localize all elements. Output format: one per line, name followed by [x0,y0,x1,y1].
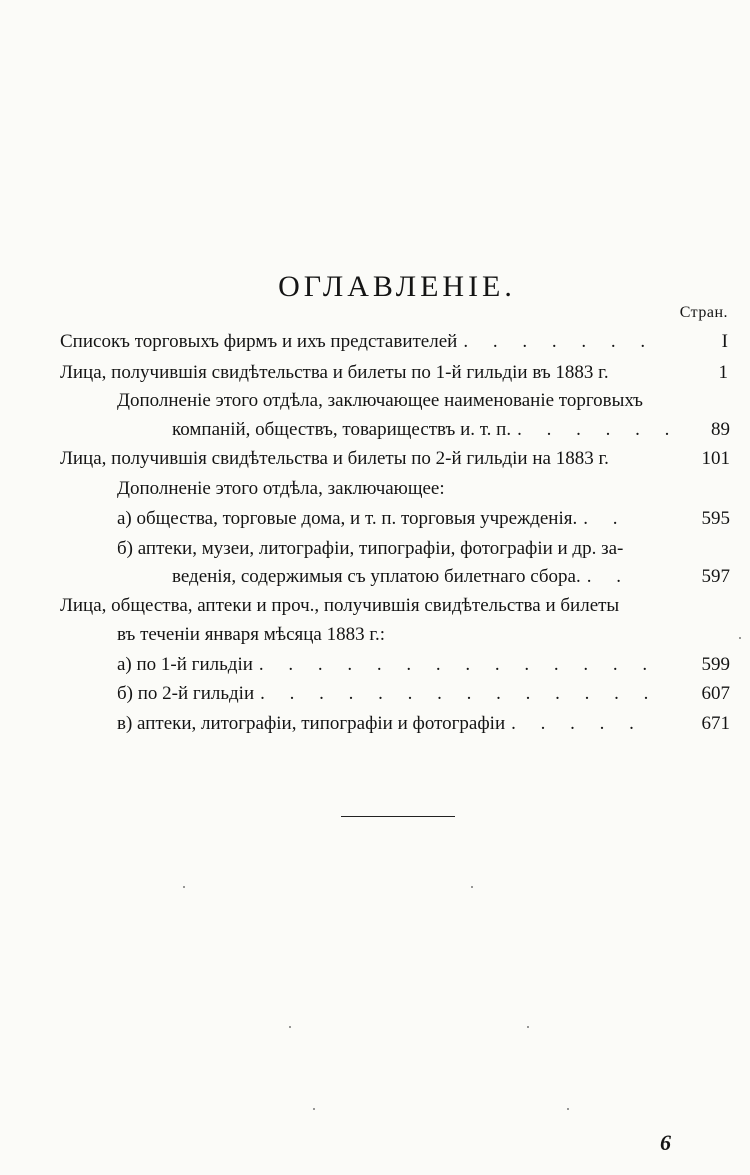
toc-leader-dots [609,448,615,469]
toc-entry [117,477,451,501]
toc-leader-dots [385,624,391,645]
toc-page-number: 89 [711,419,730,440]
toc-leader-dots: . . . . . . [517,419,680,440]
toc-entry-text: Списокъ торговыхъ фирмъ и ихъ представителей [60,331,458,352]
toc-page-number: 671 [701,713,730,734]
toc-entry-text: в) аптеки, литографіи, типографіи и фотографіи [117,713,506,734]
toc-entry-text: въ теченіи января мѣсяца 1883 г.: [117,624,386,645]
toc-entry-text: компаній, обществъ, товариществъ и. т. п. [172,419,512,440]
toc-entry-text: Дополненіе этого отдѣла, заключающее: [117,478,445,499]
scan-speck [739,637,741,639]
toc-entry-text: Дополненіе этого отдѣла, заключающее наименованіе торговыхъ [117,390,644,411]
toc-entry-text: Лица, общества, аптеки и проч., получившія свидѣтельства и билеты [60,595,620,616]
toc-entry-text: б) аптеки, музеи, литографіи, типографіи, фотографіи и др. за- [117,538,624,559]
toc-page-number: I [721,331,728,352]
closing-rule-divider [341,816,455,817]
toc-entry [172,418,679,442]
toc-leader-dots: . . . . . [511,713,644,734]
toc-leader-dots: . . . . . . . . . . . . . . [258,654,658,675]
toc-leader-dots: . . [583,508,628,529]
scan-speck [183,886,185,888]
toc-page-number: 597 [701,566,730,587]
toc-entry [60,447,615,471]
toc-page-number: 1 [718,362,728,383]
scan-speck [313,1108,315,1110]
toc-entry [117,623,391,647]
signature-mark: 6 [660,1130,671,1155]
toc-entry [117,682,658,706]
toc-leader-dots [445,478,451,499]
toc-entry [117,653,657,677]
scan-speck [289,1026,291,1028]
toc-page-number: 595 [701,508,730,529]
toc-entry [117,712,644,736]
toc-entry-text: Лица, получившія свидѣтельства и билеты по 1-й гильдіи въ 1883 г. [60,362,609,383]
page-column-header: Стран. [679,304,728,321]
toc-page-number: 101 [701,448,730,469]
toc-entry [172,565,631,589]
toc-page-number: 607 [701,683,730,704]
toc-entry [117,389,649,413]
page-title: ОГЛАВЛЕНІЕ. [278,270,516,303]
toc-leader-dots [619,595,625,616]
toc-leader-dots: . . [586,566,631,587]
toc-entry-text: б) по 2-й гильдіи [117,683,255,704]
toc-entry-text: веденія, содержимыя съ уплатою билетнаго сбора. [172,566,581,587]
toc-leader-dots [609,362,615,383]
toc-leader-dots: . . . . . . . [463,331,656,352]
toc-entry [60,330,655,354]
toc-page-number: 599 [701,654,730,675]
toc-entry [117,537,629,561]
scan-speck [471,886,473,888]
toc-entry [60,594,625,618]
toc-leader-dots [643,390,649,411]
scan-speck [527,1026,529,1028]
toc-leader-dots: . . . . . . . . . . . . . . [260,683,659,704]
toc-entry-text: Лица, получившія свидѣтельства и билеты по 2-й гильдіи на 1883 г. [60,448,609,469]
toc-entry-text: а) по 1-й гильдіи [117,654,253,675]
toc-entry [60,361,615,385]
toc-leader-dots [623,538,629,559]
toc-entry [117,507,628,531]
toc-entry-text: а) общества, торговые дома, и т. п. торговыя учрежденія. [117,508,578,529]
scan-speck [567,1108,569,1110]
